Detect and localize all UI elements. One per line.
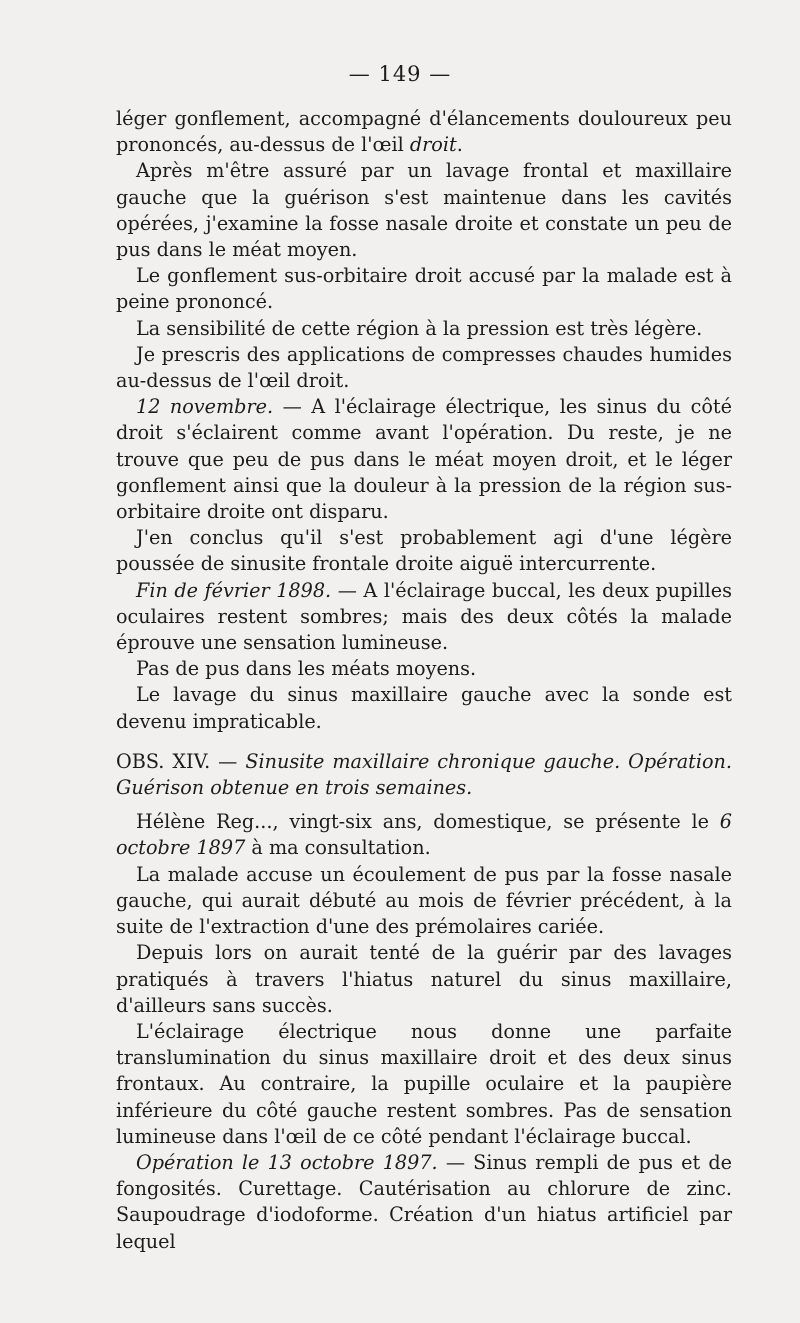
paragraph: Le gonflement sus-orbitaire droit accusé par la malade est à peine prononcé. [116,264,732,314]
paragraph: Le lavage du sinus maxillaire gauche avec la sonde est devenu impraticable. [116,683,732,733]
paragraph: L'éclairage électrique nous donne une parfaite translumination du sinus maxillaire droit et des deux sinus frontaux. Au contraire, la pupille oculaire et la paupière inférieure du côté gauche restent sombres. Pas de sensation lumineuse dans l'œil de ce côté pendant l'éclairage buccal. [116,1019,732,1148]
page-number: — 149 — [348,62,452,86]
observation-title: Sinusite maxillaire chronique gauche. Opération. Guérison obtenue en trois semaines. [116,749,733,800]
paragraph: Opération le 13 octobre 1897. — Sinus rempli de pus et de fongosités. Curettage. Cautérisation au chlorure de zinc. Saupoudrage d'iodoforme. Création d'un hiatus artificiel par lequel [116,1150,732,1253]
paragraph: J'en conclus qu'il s'est probablement agi d'une légère poussée de sinusite frontale droite aiguë intercurrente. [116,526,732,576]
observation-label: OBS. XIV. — [116,749,246,773]
paragraph: Fin de février 1898. — A l'éclairage buccal, les deux pupilles oculaires restent sombres; mais des deux côtés la malade éprouve une sensation lumineuse. [116,578,732,655]
paragraph: léger gonflement, accompagné d'élancements douloureux peu prononcés, au-dessus de l'œil droit. [116,107,732,157]
observation-heading [116,749,732,801]
body-text [116,106,732,1255]
paragraph: 12 novembre. — A l'éclairage électrique, les sinus du côté droit s'éclairent comme avant l'opération. Du reste, je ne trouve que peu de pus dans le méat moyen droit, et le léger gonflement ainsi que la douleur à la pression de la région sus-orbitaire droite ont disparu. [116,395,733,524]
paragraph: Je prescris des applications de compresses chaudes humides au-dessus de l'œil droit. [116,342,732,393]
paragraph: La sensibilité de cette région à la pression est très légère. [136,316,703,340]
paragraph: La malade accuse un écoulement de pus par la fosse nasale gauche, qui aurait débuté au mois de février précédent, à la suite de l'extraction d'une des prémolaires cariée. [116,862,732,939]
paragraph: Pas de pus dans les méats moyens. [136,657,477,681]
paragraph: Hélène Reg..., vingt-six ans, domestique, se présente le 6 octobre 1897 à ma consultation. [116,810,732,860]
paragraph: Depuis lors on aurait tenté de la guérir par des lavages pratiqués à travers l'hiatus naturel du sinus maxillaire, d'ailleurs sans succès. [116,941,732,1017]
paragraph: Après m'être assuré par un lavage frontal et maxillaire gauche que la guérison s'est maintenue dans les cavités opérées, j'examine la fosse nasale droite et constate un peu de pus dans le méat moyen. [116,159,732,262]
